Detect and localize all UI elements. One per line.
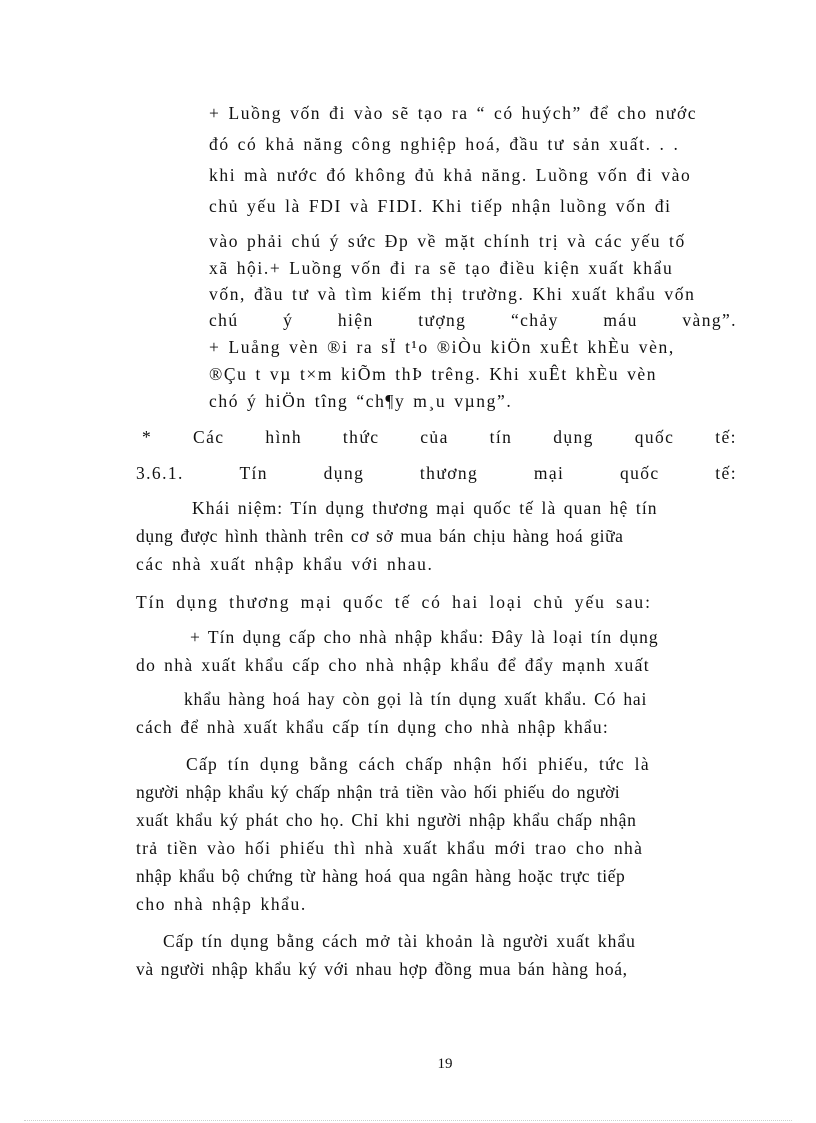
text-line: Cấp tín dụng bằng cách mở tài khoản là người xuất khẩu — [163, 931, 636, 951]
text-line-garbled: ®Çu t vµ t×m kiÕm thÞ trêng. Khi xuÊt khÈu vèn — [209, 364, 658, 384]
text-line: đó có khả năng công nghiệp hoá, đầu tư sản xuất. . . — [209, 134, 680, 154]
word: máu — [603, 310, 638, 330]
word: quốc — [619, 463, 660, 483]
word: hiện — [337, 310, 374, 330]
word: tế: — [715, 427, 737, 447]
word: dụng — [323, 463, 365, 483]
subsection-heading — [136, 462, 737, 484]
text-line: người nhập khẩu ký chấp nhận trả tiền vào hối phiếu do người — [136, 782, 620, 802]
text-line: + Tín dụng cấp cho nhà nhập khẩu: Đây là loại tín dụng — [190, 627, 659, 647]
text-line: khi mà nước đó không đủ khả năng. Luồng vốn đi vào — [209, 165, 692, 185]
word: thức — [342, 427, 380, 447]
word: vàng”. — [682, 310, 737, 330]
word: dụng — [553, 427, 594, 447]
word: tín — [489, 427, 513, 447]
word: Tín — [239, 463, 268, 483]
page-bottom-border — [24, 1120, 792, 1121]
word: Các — [193, 427, 225, 447]
word: mại — [533, 463, 565, 483]
page-number: 19 — [437, 1056, 453, 1072]
word: hình — [265, 427, 303, 447]
word: * — [142, 427, 153, 447]
text-line: + Luồng vốn đi vào sẽ tạo ra “ có huých” để cho nước — [209, 103, 698, 123]
text-line: Tín dụng thương mại quốc tế có hai loại chủ yếu sau: — [136, 592, 652, 612]
word: ý — [283, 310, 294, 330]
text-line: dụng được hình thành trên cơ sở mua bán chịu hàng hoá giữa — [136, 526, 624, 546]
text-line: khẩu hàng hoá hay còn gọi là tín dụng xuất khẩu. Có hai — [184, 689, 648, 709]
word: tượng — [418, 310, 467, 330]
word: của — [420, 427, 449, 447]
word: chú — [209, 310, 239, 330]
text-line-garbled: + Luång vèn ®i ra sÏ t¹o ®iÒu kiÖn xuÊt khÈu vèn, — [209, 337, 675, 357]
text-line: xã hội.+ Luồng vốn đi ra sẽ tạo điều kiện xuất khẩu — [209, 258, 674, 278]
word: “chảy — [510, 310, 559, 330]
text-line: cho nhà nhập khẩu. — [136, 894, 307, 914]
text-line: Khái niệm: Tín dụng thương mại quốc tế là quan hệ tín — [192, 498, 658, 518]
text-line: và người nhập khẩu ký với nhau hợp đồng mua bán hàng hoá, — [136, 959, 628, 979]
text-line: xuất khẩu ký phát cho họ. Chỉ khi người nhập khẩu chấp nhận — [136, 810, 637, 830]
text-line: trả tiền vào hối phiếu thì nhà xuất khẩu mới trao cho nhà — [136, 838, 644, 858]
text-line: cách để nhà xuất khẩu cấp tín dụng cho nhà nhập khẩu: — [136, 717, 609, 737]
text-line-garbled: chó ý hiÖn tîng “ch¶y m¸u vµng”. — [209, 391, 513, 411]
text-line: do nhà xuất khẩu cấp cho nhà nhập khẩu để đẩy mạnh xuất — [136, 655, 651, 675]
section-heading — [142, 426, 737, 448]
text-line-justified — [209, 309, 737, 331]
word: thương — [419, 463, 479, 483]
text-line: chủ yếu là FDI và FIDI. Khi tiếp nhận luồng vốn đi — [209, 196, 672, 216]
word: quốc — [634, 427, 675, 447]
word: 3.6.1. — [136, 463, 184, 483]
text-line: vào phải chú ý sức Ðp về mặt chính trị và các yếu tố — [209, 231, 686, 251]
text-line: các nhà xuất nhập khẩu với nhau. — [136, 554, 434, 574]
text-line: nhập khẩu bộ chứng từ hàng hoá qua ngân hàng hoặc trực tiếp — [136, 866, 626, 886]
word: tế: — [715, 463, 737, 483]
text-line: vốn, đầu tư và tìm kiếm thị trường. Khi xuất khẩu vốn — [209, 284, 696, 304]
text-line: Cấp tín dụng bằng cách chấp nhận hối phiếu, tức là — [186, 754, 650, 774]
